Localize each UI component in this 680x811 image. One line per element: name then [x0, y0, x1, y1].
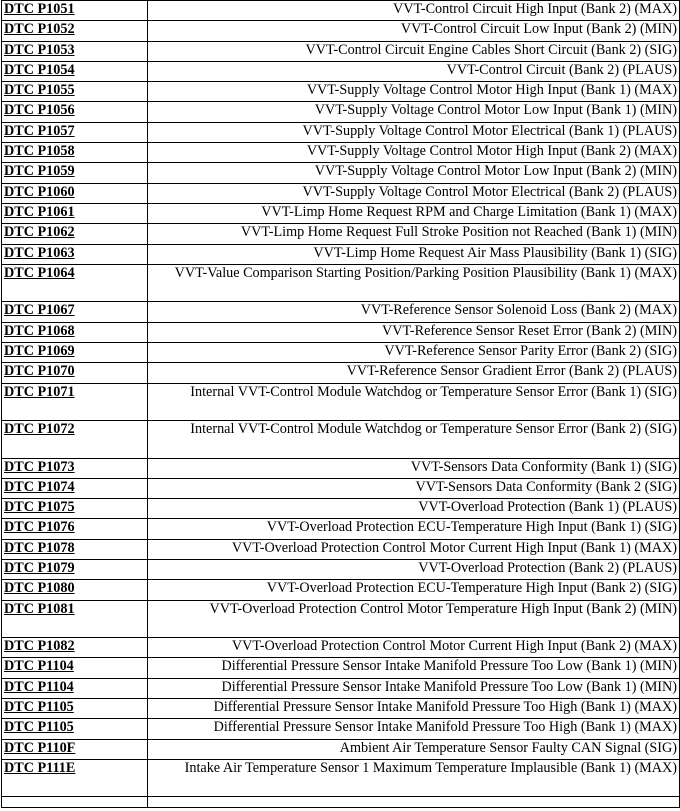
dtc-description: VVT-Reference Sensor Reset Error (Bank 2) (MIN) — [148, 322, 680, 342]
dtc-description: VVT-Supply Voltage Control Motor Electrical (Bank 1) (PLAUS) — [148, 122, 680, 142]
table-row — [2, 264, 680, 302]
table-row — [2, 363, 680, 383]
dtc-code-link[interactable]: DTC P1057 — [2, 122, 148, 142]
table-row — [2, 699, 680, 719]
table-row — [2, 1, 680, 21]
dtc-description: VVT-Limp Home Request RPM and Charge Limitation (Bank 1) (MAX) — [148, 203, 680, 223]
dtc-description: VVT-Overload Protection (Bank 2) (PLAUS) — [148, 560, 680, 580]
table-row — [2, 519, 680, 539]
dtc-code-link[interactable]: DTC P1074 — [2, 478, 148, 498]
dtc-description: VVT-Overload Protection Control Motor Current High Input (Bank 2) (MAX) — [148, 638, 680, 658]
dtc-description: Internal VVT-Control Module Watchdog or Temperature Sensor Error (Bank 2) (SIG) — [148, 421, 680, 459]
dtc-description: Differential Pressure Sensor Intake Manifold Pressure Too Low (Bank 1) (MIN) — [148, 658, 680, 678]
dtc-code-link[interactable]: DTC P1067 — [2, 302, 148, 322]
table-row — [2, 203, 680, 223]
dtc-description: VVT-Overload Protection ECU-Temperature High Input (Bank 1) (SIG) — [148, 519, 680, 539]
dtc-description: VVT-Overload Protection ECU-Temperature High Input (Bank 2) (SIG) — [148, 580, 680, 600]
dtc-code-link[interactable]: DTC P1080 — [2, 580, 148, 600]
dtc-code-link[interactable]: DTC P1063 — [2, 244, 148, 264]
dtc-description: VVT-Reference Sensor Gradient Error (Bank 2) (PLAUS) — [148, 363, 680, 383]
dtc-code-link[interactable]: DTC P1061 — [2, 203, 148, 223]
table-row — [2, 183, 680, 203]
dtc-table-body — [2, 1, 680, 808]
dtc-description: VVT-Control Circuit Engine Cables Short Circuit (Bank 2) (SIG) — [148, 41, 680, 61]
dtc-description: VVT-Supply Voltage Control Motor High Input (Bank 2) (MAX) — [148, 143, 680, 163]
dtc-description: VVT-Sensors Data Conformity (Bank 1) (SIG) — [148, 458, 680, 478]
table-row — [2, 82, 680, 102]
table-row — [2, 580, 680, 600]
dtc-description: VVT-Supply Voltage Control Motor High Input (Bank 1) (MAX) — [148, 82, 680, 102]
table-row — [2, 21, 680, 41]
dtc-description: VVT-Reference Sensor Solenoid Loss (Bank 2) (MAX) — [148, 302, 680, 322]
dtc-code-link[interactable]: DTC P1055 — [2, 82, 148, 102]
table-row — [2, 383, 680, 421]
table-row — [2, 322, 680, 342]
table-row — [2, 421, 680, 459]
dtc-description: VVT-Value Comparison Starting Position/Parking Position Plausibility (Bank 1) (MAX) — [148, 264, 680, 302]
dtc-code-link[interactable]: DTC P1054 — [2, 61, 148, 81]
dtc-description: VVT-Sensors Data Conformity (Bank 2 (SIG) — [148, 478, 680, 498]
dtc-code-link[interactable]: DTC P1073 — [2, 458, 148, 478]
dtc-description: VVT-Limp Home Request Air Mass Plausibility (Bank 1) (SIG) — [148, 244, 680, 264]
dtc-description: VVT-Control Circuit Low Input (Bank 2) (MIN) — [148, 21, 680, 41]
dtc-code-link[interactable]: DTC P1053 — [2, 41, 148, 61]
dtc-description: VVT-Supply Voltage Control Motor Low Input (Bank 2) (MIN) — [148, 163, 680, 183]
dtc-code-link[interactable]: DTC P1051 — [2, 1, 148, 21]
dtc-code-link[interactable]: DTC P1104 — [2, 678, 148, 698]
dtc-code-link[interactable]: DTC P1105 — [2, 719, 148, 739]
table-row — [2, 163, 680, 183]
dtc-code-link[interactable]: DTC P1056 — [2, 102, 148, 122]
table-row — [2, 143, 680, 163]
table-row — [2, 478, 680, 498]
dtc-code-link[interactable]: DTC P1059 — [2, 163, 148, 183]
dtc-description: Differential Pressure Sensor Intake Manifold Pressure Too High (Bank 1) (MAX) — [148, 699, 680, 719]
dtc-code-cell-empty — [2, 797, 148, 808]
dtc-code-link[interactable]: DTC P1082 — [2, 638, 148, 658]
dtc-code-link[interactable]: DTC P1052 — [2, 21, 148, 41]
table-row — [2, 122, 680, 142]
table-row — [2, 560, 680, 580]
dtc-table — [1, 0, 680, 808]
table-row — [2, 102, 680, 122]
dtc-code-link[interactable]: DTC P1058 — [2, 143, 148, 163]
dtc-code-link[interactable]: DTC P1079 — [2, 560, 148, 580]
dtc-code-link[interactable]: DTC P111E — [2, 759, 148, 797]
dtc-code-link[interactable]: DTC P1078 — [2, 539, 148, 559]
table-row — [2, 600, 680, 638]
dtc-description: VVT-Control Circuit (Bank 2) (PLAUS) — [148, 61, 680, 81]
table-row — [2, 658, 680, 678]
table-row — [2, 719, 680, 739]
dtc-code-link[interactable]: DTC P1068 — [2, 322, 148, 342]
dtc-description: VVT-Overload Protection (Bank 1) (PLAUS) — [148, 499, 680, 519]
dtc-code-link[interactable]: DTC P1060 — [2, 183, 148, 203]
dtc-description: VVT-Supply Voltage Control Motor Low Input (Bank 1) (MIN) — [148, 102, 680, 122]
table-row — [2, 499, 680, 519]
dtc-description: VVT-Limp Home Request Full Stroke Position not Reached (Bank 1) (MIN) — [148, 224, 680, 244]
dtc-code-link[interactable]: DTC P1070 — [2, 363, 148, 383]
dtc-description: VVT-Overload Protection Control Motor Current High Input (Bank 1) (MAX) — [148, 539, 680, 559]
dtc-description: VVT-Control Circuit High Input (Bank 2) (MAX) — [148, 1, 680, 21]
table-row — [2, 678, 680, 698]
dtc-code-link[interactable]: DTC P1081 — [2, 600, 148, 638]
dtc-description: Differential Pressure Sensor Intake Manifold Pressure Too Low (Bank 1) (MIN) — [148, 678, 680, 698]
table-row — [2, 539, 680, 559]
dtc-code-link[interactable]: DTC P1075 — [2, 499, 148, 519]
table-row — [2, 759, 680, 797]
dtc-description: Intake Air Temperature Sensor 1 Maximum Temperature Implausible (Bank 1) (MAX) — [148, 759, 680, 797]
dtc-code-link[interactable]: DTC P1064 — [2, 264, 148, 302]
dtc-description: VVT-Supply Voltage Control Motor Electrical (Bank 2) (PLAUS) — [148, 183, 680, 203]
dtc-description: VVT-Overload Protection Control Motor Temperature High Input (Bank 2) (MIN) — [148, 600, 680, 638]
dtc-description: Internal VVT-Control Module Watchdog or Temperature Sensor Error (Bank 1) (SIG) — [148, 383, 680, 421]
table-row — [2, 342, 680, 362]
table-row — [2, 61, 680, 81]
table-row — [2, 244, 680, 264]
dtc-description: Differential Pressure Sensor Intake Manifold Pressure Too High (Bank 1) (MAX) — [148, 719, 680, 739]
table-row — [2, 302, 680, 322]
table-row-partial — [2, 797, 680, 808]
dtc-code-link[interactable]: DTC P1062 — [2, 224, 148, 244]
dtc-code-link[interactable]: DTC P1076 — [2, 519, 148, 539]
dtc-code-link[interactable]: DTC P1104 — [2, 658, 148, 678]
dtc-description: Ambient Air Temperature Sensor Faulty CAN Signal (SIG) — [148, 739, 680, 759]
dtc-code-link[interactable]: DTC P1072 — [2, 421, 148, 459]
table-row — [2, 458, 680, 478]
dtc-code-link[interactable]: DTC P110F — [2, 739, 148, 759]
dtc-code-link[interactable]: DTC P1069 — [2, 342, 148, 362]
dtc-description: VVT-Reference Sensor Parity Error (Bank 2) (SIG) — [148, 342, 680, 362]
table-row — [2, 638, 680, 658]
dtc-code-link[interactable]: DTC P1071 — [2, 383, 148, 421]
table-row — [2, 41, 680, 61]
dtc-description-cell-empty — [148, 797, 680, 808]
table-row — [2, 739, 680, 759]
dtc-code-link[interactable]: DTC P1105 — [2, 699, 148, 719]
table-row — [2, 224, 680, 244]
